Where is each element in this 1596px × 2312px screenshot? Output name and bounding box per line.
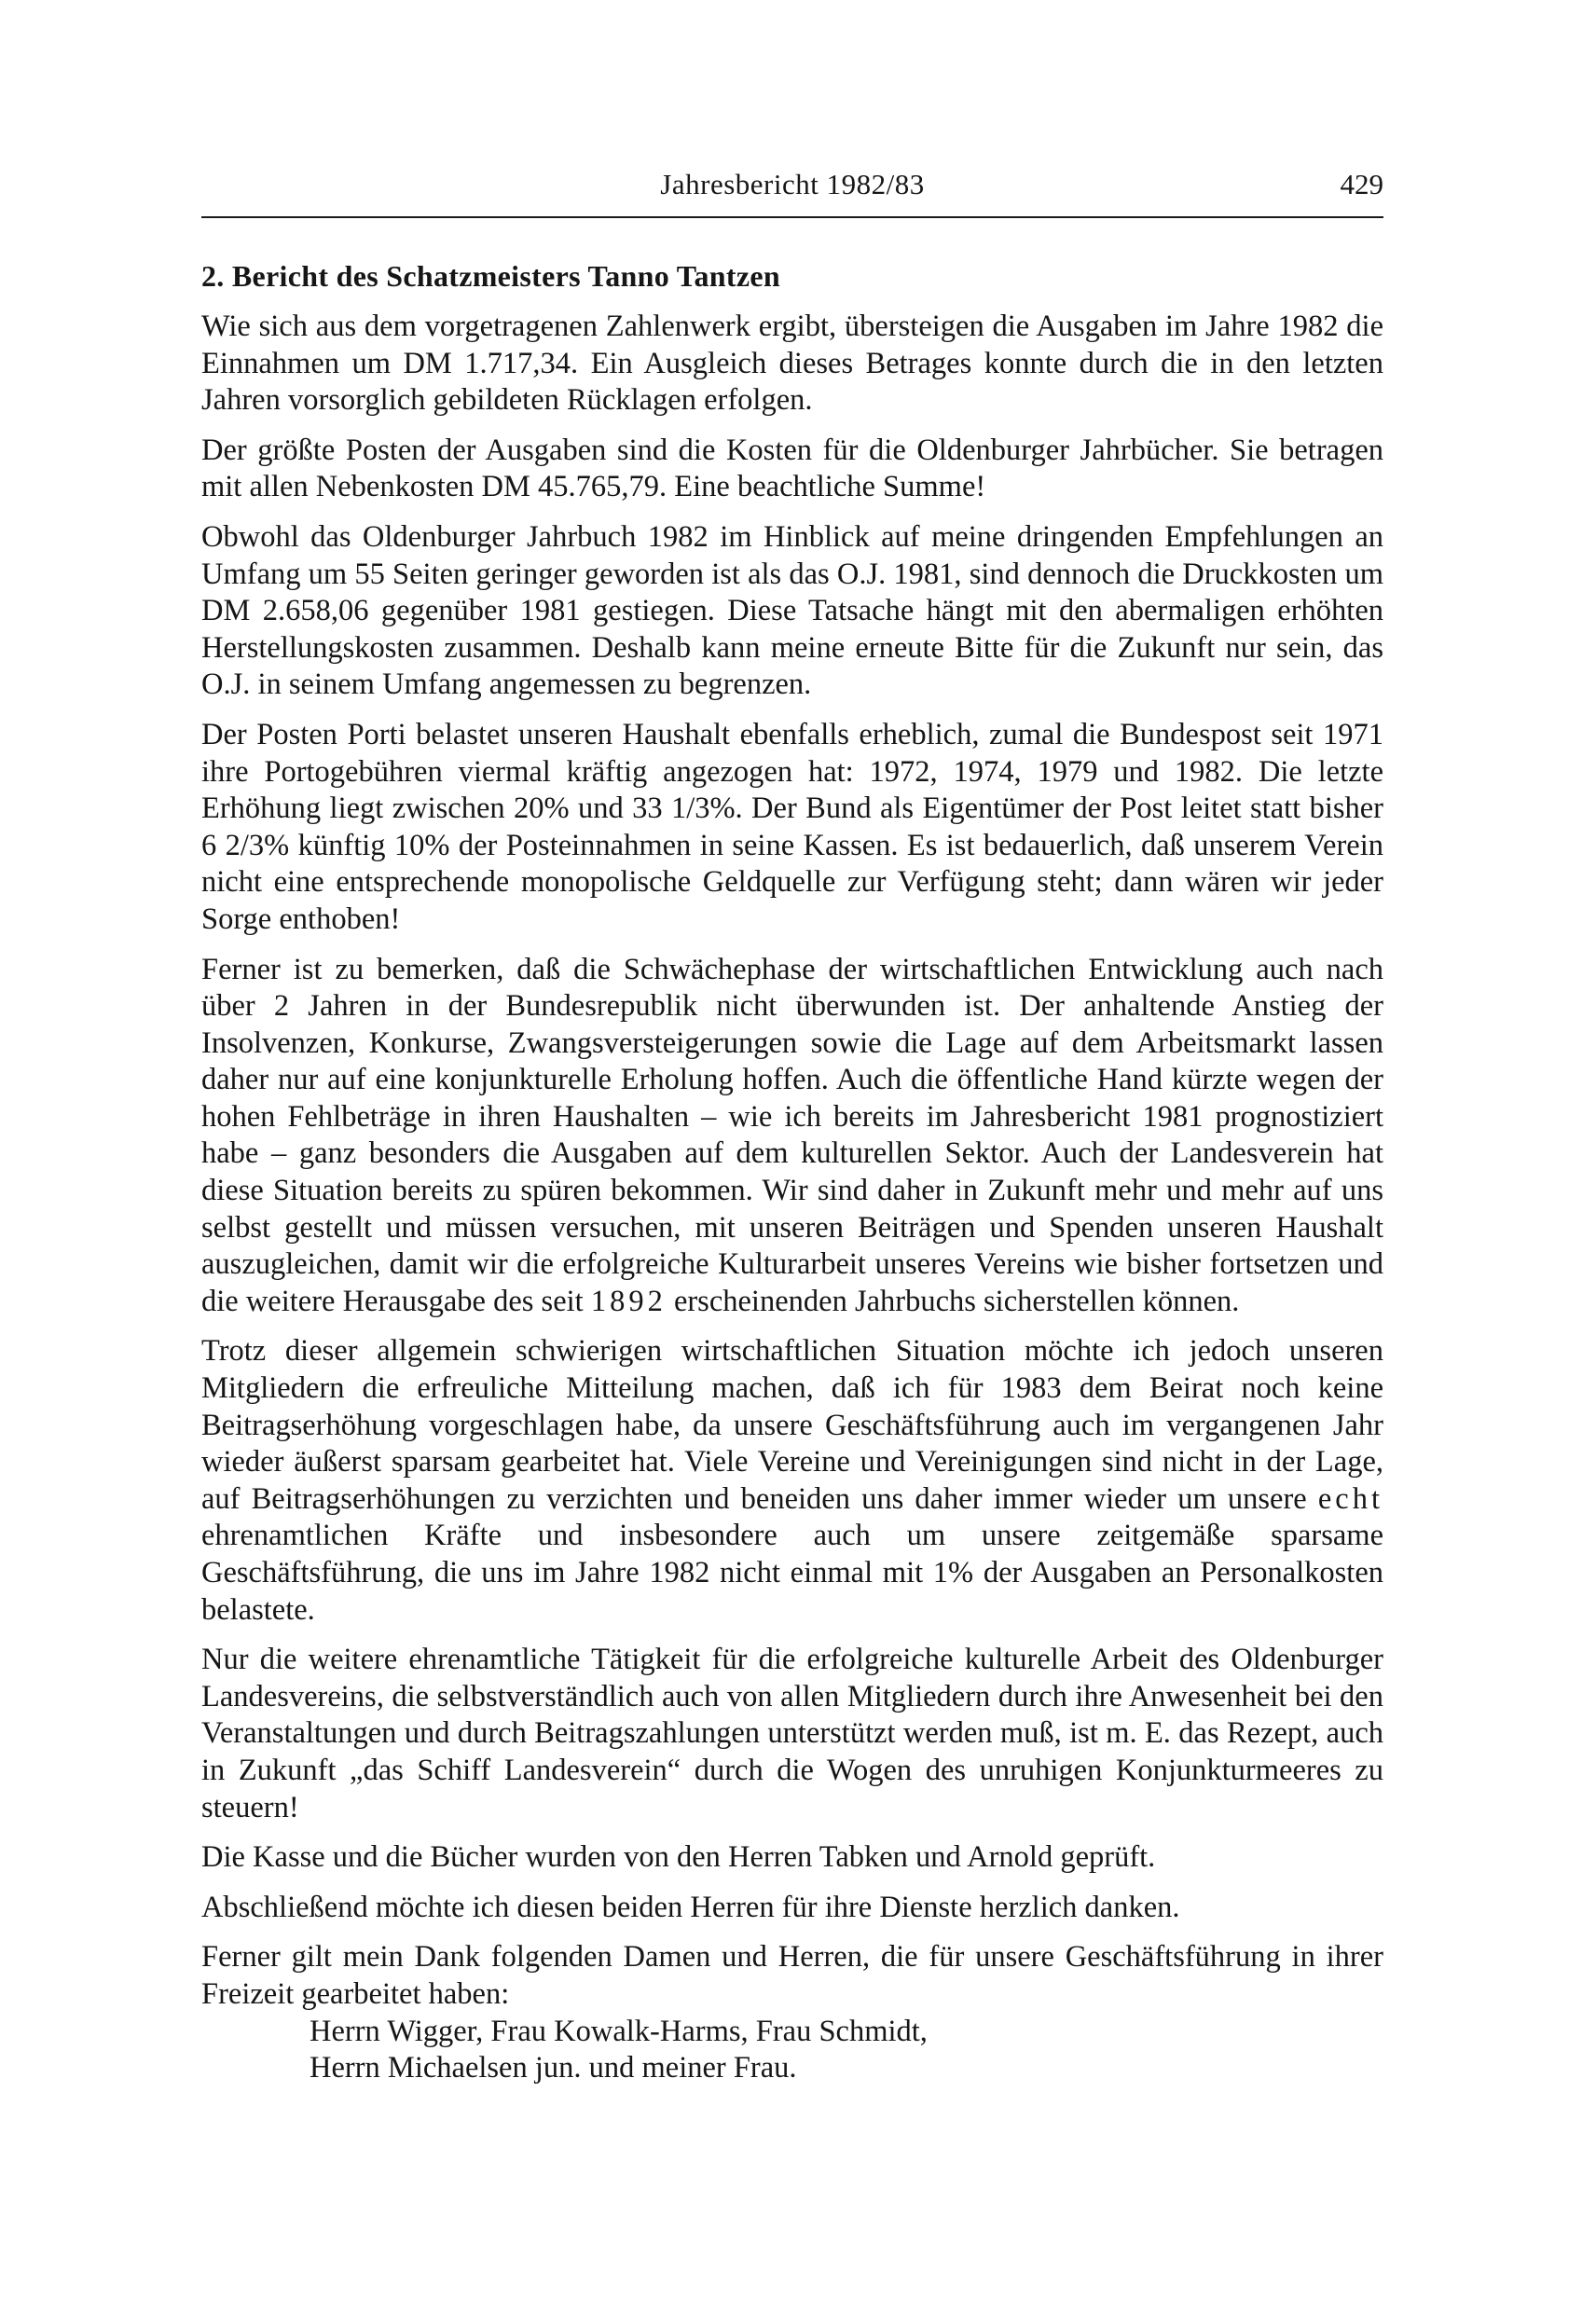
paragraph-fee-text-b: ehrenamtlichen Kräfte und insbesondere auch um unsere zeitgemäße sparsame Geschäftsführung, die uns im Jahre 1982 nicht einmal mit 1% der Ausgaben an Personalkosten belastete. [201,1519,1383,1627]
section-heading: 2. Bericht des Schatzmeisters Tanno Tantzen [201,259,780,293]
names-line: Herrn Wigger, Frau Kowalk-Harms, Frau Schmidt, [310,2014,928,2048]
paragraph-economy-text-a: Ferner ist zu bemerken, daß die Schwächephase der wirtschaftlichen Entwicklung auch nach über 2 Jahren in der Bundesrepublik nicht überwunden ist. Der anhaltende Anstieg der Insolvenzen, Konkurse, Zwangsversteigerungen sowie die Lage auf dem Arbeitsmarkt lassen daher nur auf eine konjunkturelle Erholung hoffen. Auch die öffentliche Hand kürzte wegen der hohen Fehlbeträge in ihren Haushalten – wie ich bereits im Jahresbericht 1981 prognostiziert habe – ganz besonders die Ausgaben auf dem kulturellen Sektor. Auch der Landesverein hat diese Situation bereits zu spüren bekommen. Wir sind daher in Zukunft mehr und mehr auf uns selbst gestellt und müssen versuchen, mit unseren Beiträgen und Spenden unseren Haushalt auszugleichen, damit wir die erfolgreiche Kulturarbeit unseres Vereins wie bisher fortsetzen und die weitere Herausgabe des seit [201,952,1383,1318]
paragraph-printing-costs: Obwohl das Oldenburger Jahrbuch 1982 im Hinblick auf meine dringenden Empfehlungen an Umfang um 55 Seiten geringer geworden ist als das O.J. 1981, sind dennoch die Druckkosten um DM 2.658,06 gegenüber 1981 gestiegen. Diese Tatsache hängt mit den abermaligen erhöhten Herstellungskosten zusammen. Deshalb kann meine erneute Bitte für die Zukunft nur sein, das O.J. in seinem Umfang angemessen zu begrenzen. [201,519,1383,702]
paragraph-thanks-staff: Ferner gilt mein Dank folgenden Damen und Herren, die für unsere Geschäftsführung in ihrer Freizeit gearbeitet haben: [201,1940,1383,2011]
running-title: Jahresbericht 1982/83 [660,168,925,200]
paragraph-economy [201,952,1383,1321]
paragraph-yearbook-costs: Der größte Posten der Ausgaben sind die Kosten für die Oldenburger Jahrbücher. Sie betragen mit allen Nebenkosten DM 45.765,79. Eine beachtliche Summe! [201,433,1383,504]
emphasis-echt: echt [1317,1481,1383,1516]
paragraph-fee-text-a: Trotz dieser allgemein schwierigen wirtschaftlichen Situation möchte ich jedoch unseren Mitgliedern die erfreuliche Mitteilung machen, daß ich für 1983 dem Beirat noch keine Beitragserhöhung vorgeschlagen habe, da unsere Geschäftsführung auch im vergangenen Jahr wieder äußerst sparsam gearbeitet hat. Viele Vereine und Vereinigungen sind nicht in der Lage, auf Beitragserhöhungen zu verzichten und beneiden uns daher immer wieder um unsere [201,1334,1383,1516]
paragraph-audit: Die Kasse und die Bücher wurden von den Herren Tabken und Arnold geprüft. [201,1840,1156,1875]
names-line: Herrn Michaelsen jun. und meiner Frau. [310,2051,797,2085]
names-list [310,2014,1383,2087]
paragraph-thanks-auditors: Abschließend möchte ich diesen beiden Herren für ihre Dienste herzlich danken. [201,1890,1180,1924]
paragraph-postage: Der Posten Porti belastet unseren Haushalt ebenfalls erheblich, zumal die Bundespost seit 1971 ihre Portogebühren viermal kräftig angezogen hat: 1972, 1974, 1979 und 1982. Die letzte Erhöhung liegt zwischen 20% und 33 1/3%. Der Bund als Eigentümer der Post leitet statt bisher 6 2/3% künftig 10% der Posteinnahmen in seine Kassen. Es ist bedauerlich, daß unserem Verein nicht eine entsprechende monopolische Geldquelle zur Verfügung steht; dann wären wir jeder Sorge enthoben! [201,717,1383,936]
page-number: 429 [1340,168,1383,200]
running-header [201,168,1383,218]
paragraph-economy-text-b: erscheinenden Jahrbuchs sicherstellen können. [673,1284,1240,1318]
paragraph-volunteer-work: Nur die weitere ehrenamtliche Tätigkeit für die erfolgreiche kulturelle Arbeit des Oldenburger Landesvereins, die selbstverständlich auch von allen Mitgliedern durch ihre Anwesenheit bei den Veranstaltungen und durch Beitragszahlungen unterstützt werden muß, ist m. E. das Rezept, auch in Zukunft „das Schiff Landesverein“ durch die Wogen des unruhigen Konjunkturmeeres zu steuern! [201,1643,1383,1824]
paragraph-no-fee-increase [201,1333,1383,1629]
founding-year: 1892 [590,1284,667,1318]
page [201,168,1383,2087]
paragraph-deficit: Wie sich aus dem vorgetragenen Zahlenwerk ergibt, übersteigen die Ausgaben im Jahre 1982 die Einnahmen um DM 1.717,34. Ein Ausgleich dieses Betrages konnte durch die in den letzten Jahren vorsorglich gebildeten Rücklagen erfolgen. [201,310,1383,418]
